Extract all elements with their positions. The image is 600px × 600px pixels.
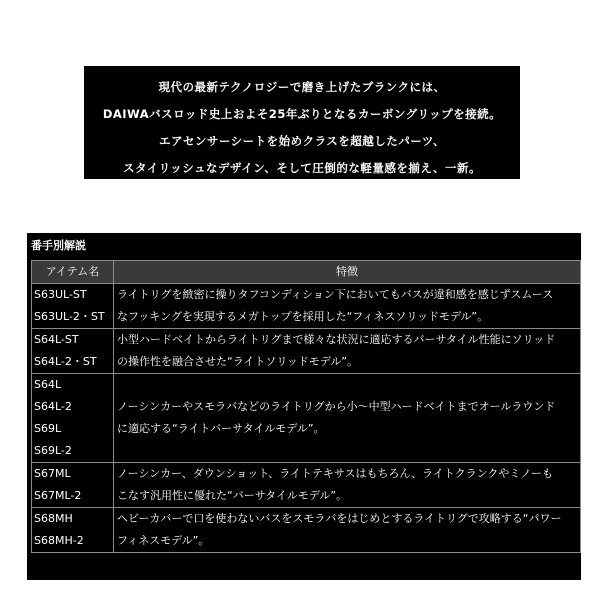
intro-line: エアセンサーシートを始めクラスを超越したパーツ、: [158, 134, 446, 148]
table-header-row: [32, 261, 581, 284]
feature-text: に適応する“ライトバーサタイルモデル”。: [117, 422, 325, 435]
spec-title: 番手別解説: [31, 239, 86, 252]
feature-text: の操作性を融合させた“ライトソリッドモデル”。: [117, 355, 359, 368]
feature-text: なフッキングを実現するメガトップを採用した“フィネスソリッドモデル”。: [117, 310, 489, 323]
item-name: S69L-2: [34, 444, 72, 457]
item-name: S68MH: [34, 512, 73, 525]
feature-cell: [114, 374, 581, 463]
feature-text: ノーシンカー、ダウンショット、ライトテキサスはもちろん、ライトクランクやミノーも: [117, 467, 554, 480]
table-row: [32, 284, 581, 329]
item-name: S64L: [34, 378, 62, 391]
spec-table: [31, 260, 581, 553]
intro-line: 現代の最新テクノロジーで磨き上げたブランクには、: [158, 80, 446, 94]
header-item: アイテム名: [32, 261, 114, 284]
item-name: S69L: [34, 422, 62, 435]
item-name-cell: [32, 374, 114, 463]
item-name: S64L-2・ST: [34, 355, 97, 368]
item-name-cell: [32, 284, 114, 329]
item-name: S63UL-2・ST: [34, 310, 105, 323]
item-name: S67ML: [34, 467, 71, 480]
table-row: [32, 374, 581, 463]
spec-section: [27, 233, 581, 580]
feature-text: ヘビーカバーで口を使わないバスをスモラバをはじめとするライトリグで攻略する“パワー: [117, 512, 562, 525]
feature-text: ノーシンカーやスモラバなどのライトリグから小〜中型ハードベイトまでオールラウンド: [117, 400, 556, 413]
feature-cell: [114, 508, 581, 553]
item-name: S64L-ST: [34, 333, 79, 346]
item-name: S68MH-2: [34, 534, 84, 547]
feature-text: こなす汎用性に優れた“バーサタイルモデル”。: [117, 489, 348, 502]
item-name-cell: [32, 463, 114, 508]
header-feature: 特徴: [114, 261, 581, 284]
feature-cell: [114, 284, 581, 329]
feature-cell: [114, 329, 581, 374]
feature-cell: [114, 463, 581, 508]
feature-text: [117, 374, 577, 396]
item-name: S67ML-2: [34, 489, 82, 502]
item-name: S64L-2: [34, 400, 72, 413]
feature-text: 小型ハードベイトからライトリグまで様々な状況に適応するバーサタイル性能にソリッド: [117, 333, 556, 346]
intro-banner: [84, 66, 520, 179]
feature-text: ライトリグを緻密に操りタフコンディション下においてもバスが違和感を感じずスムース: [117, 288, 554, 301]
table-row: [32, 463, 581, 508]
item-name-cell: [32, 329, 114, 374]
item-name: S63UL-ST: [34, 288, 87, 301]
table-row: [32, 508, 581, 553]
table-row: [32, 329, 581, 374]
intro-line: スタイリッシュなデザイン、そして圧倒的な軽量感を揃え、一新。: [122, 161, 482, 175]
item-name-cell: [32, 508, 114, 553]
intro-line: DAIWAバスロッド史上およそ25年ぶりとなるカーボングリップを接続。: [102, 107, 502, 121]
feature-text: フィネスモデル”。: [117, 534, 210, 547]
